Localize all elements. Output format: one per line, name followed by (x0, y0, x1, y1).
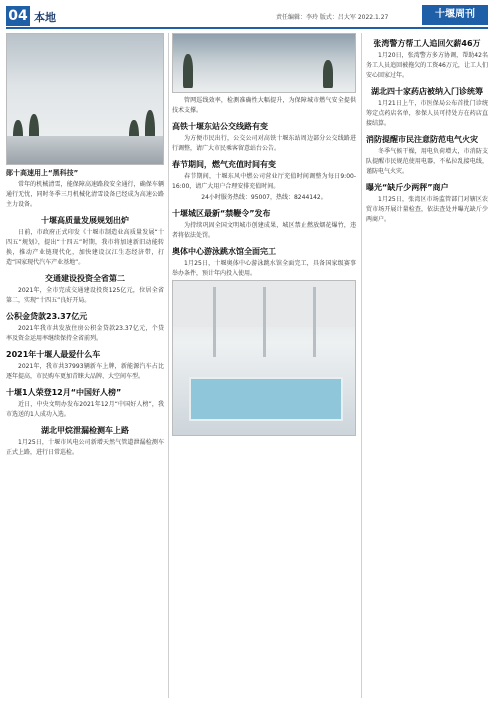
column-left (6, 33, 164, 459)
photo-caption: 郧十高速用上“黑科技” (6, 169, 79, 177)
article-paragraph: 春节期间，十堰东风中燃公司营业厅充值时间调整为每日9:00-16:00，请广大用户合理安排充值时间。 (172, 173, 356, 190)
article-paragraph: 1月21日上午，市医保局公布首批门诊统筹定点药店名单，参保人员可持处方在药店直接结算。 (366, 100, 488, 127)
swimming-hall-photo (172, 280, 356, 436)
article-headline: 春节期间，燃气充值时间有变 (172, 160, 276, 169)
article-headline: 交通建设投资全省第二 (45, 274, 125, 283)
article-paragraph: 2021年，我市共37993辆新车上牌，新能源汽车占比逐年提高，市民购车更加青睐大品牌、大空间车型。 (6, 363, 164, 380)
article-headline: 湖北四十家药店被纳入门诊统筹 (371, 87, 483, 96)
article-headline: 十堰高质量发展规划出炉 (41, 216, 129, 225)
article-paragraph: 为方便市民出行，公交公司对高铁十堰东站周边部分公交线路进行调整，请广大市民乘客留意站台公告。 (172, 135, 356, 152)
article-headline: 湖北甲烷泄漏检测车上路 (41, 426, 129, 435)
article-paragraph: 冬季气候干燥，用电负荷增大，市消防支队提醒市民规范使用电器，不私拉乱接电线，谨防电气火灾。 (366, 148, 488, 175)
article-paragraph: 1月25日，十堰市风电公司新增天然气管道泄漏检测车正式上路，进行日常巡检。 (6, 439, 164, 456)
newspaper-page (6, 5, 488, 698)
article-paragraph: 日前，市政府正式印发《十堰市制造业高质量发展“十四五”规划》，提出“十四五”时期，我市将加速新旧动能转换，推动产业链现代化，加快建设汉江生态经济带，打造“国家现代汽车产业基地”。 (6, 229, 164, 266)
section-title: 本地 (34, 11, 56, 24)
article-headline: 曝光“缺斤少两秤”商户 (366, 183, 449, 192)
page-number: 04 (6, 6, 30, 26)
article-paragraph: 管网巡线效率，检测准确性大幅提升，为保障城市燃气安全提供技术支撑。 (172, 97, 356, 114)
article-headline: 消防提醒市民注意防范电气火灾 (366, 135, 478, 144)
article-paragraph: 2021年我市共发放住房公积金贷款23.37亿元，个贷率及资金运用率继续保持全省前列。 (6, 325, 164, 342)
article-paragraph: 常年的机械清雪，能保障高速路段安全通行，确保车辆通行无忧，同时冬季三月机械化清雪设备已经成为高速公路主力设备。 (6, 181, 164, 208)
editor-meta: 责任编辑：李玲 版式：吕大军 2022.1.27 (276, 14, 389, 21)
header-rule (6, 27, 488, 29)
hotline-text: 24小时服务热线：95007，热线：8244142。 (201, 194, 327, 201)
article-paragraph: 2021年，全市完成交通建设投资125亿元，位居全省第二，实现“十四五”良好开局。 (6, 287, 164, 304)
article-paragraph: 1月25日，张湾区市场监管部门对辖区农贸市场开展计量检查，依法查处并曝光缺斤少两商户。 (366, 196, 488, 223)
article-paragraph: 1月20日，张湾警方多方协调，帮助42名务工人员追回被拖欠的工资46万元，让工人们安心回家过年。 (366, 52, 488, 79)
column-divider (361, 33, 362, 698)
article-headline: 公积金贷款23.37亿元 (6, 312, 88, 321)
article-paragraph: 1月25日，十堰奥体中心游泳跳水馆全面完工，具备国家级赛事举办条件，预计年内投入使用。 (172, 260, 356, 277)
column-right (366, 33, 488, 226)
snow-highway-photo (6, 33, 164, 165)
article-headline: 十堰城区最新“禁鞭令”发布 (172, 209, 271, 218)
article-paragraph: 近日，中央文明办发布2021年12月“中国好人榜”，我市选送的1人成功入选。 (6, 401, 164, 418)
column-middle (172, 33, 356, 436)
article-headline: 高铁十堰东站公交线路有变 (172, 122, 268, 131)
article-headline: 十堰1人荣登12月“中国好人榜” (6, 388, 122, 397)
column-divider (168, 33, 169, 698)
article-headline: 张湾警方帮工人追回欠薪46万 (373, 39, 481, 48)
article-paragraph: 为持续巩固全国文明城市创建成果，城区禁止燃放烟花爆竹，违者将依法处罚。 (172, 222, 356, 239)
article-headline: 2021年十堰人最爱什么车 (6, 350, 101, 359)
page-header (6, 5, 488, 27)
article-headline: 奥体中心游泳跳水馆全面完工 (172, 247, 276, 256)
masthead-logo: 十堰周刊 (422, 5, 488, 25)
snow-scene-photo (172, 33, 356, 93)
